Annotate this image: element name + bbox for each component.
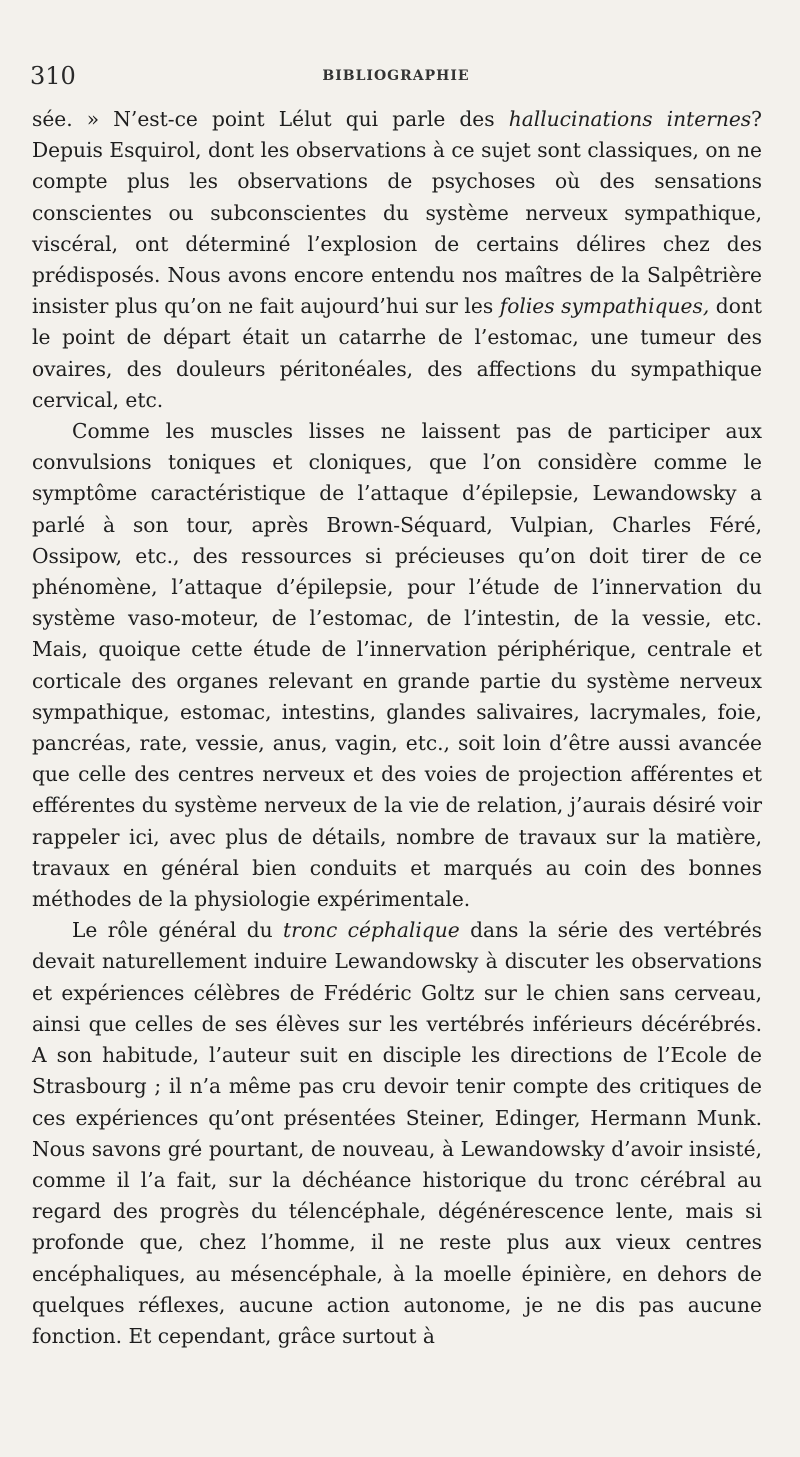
italic-text: hallucinations internes: [508, 107, 752, 131]
text-run: dans la série des vertébrés devait naturellement induire Lewandowsky à discuter les observations et expériences célèbres de Frédéric Goltz sur le chien sans cerveau, ainsi que celles de ses élèves sur les vertébrés inférieurs décérébrés. A son habitude, l’auteur suit en disciple les directions de l’Ecole de Strasbourg ; il n’a même pas cru devoir tenir compte des critiques de ces expériences qu’ont présentées Steiner, Edinger, Hermann Munk. Nous savons gré pourtant, de nouveau, à Lewandowsky d’avoir insisté, comme il l’a fait, sur la déchéance historique du tronc cérébral au regard des progrès du télencéphale, dégénérescence lente, mais si profonde que, chez l’homme, il ne reste plus aux vieux centres encéphaliques, au mésencéphale, à la moelle épinière, en dehors de quelques réflexes, aucune action autonome, je ne dis pas aucune fonction. Et cependant, grâce surtout à: [32, 918, 762, 1348]
text-run: dont le point de départ était un catarrhe de l’estomac, une tumeur des ovaires, des douleurs péritonéales, des affections du sympathique cervical, etc.: [32, 294, 762, 412]
page-number: 310: [30, 62, 76, 90]
page-header: [30, 62, 762, 98]
body-text: [32, 104, 762, 1352]
italic-text: tronc céphalique: [283, 918, 460, 943]
italic-text: folies sympathiques,: [499, 294, 710, 319]
text-run: ? Depuis Esquirol, dont les observations à ce sujet sont classiques, on ne compte plus les observations de psychoses où des sensations conscientes ou subconscientes du système nerveux sympathique, viscéral, ont déterminé l’explosion de certains délires chez des prédisposés. Nous avons encore entendu nos maîtres de la Salpêtrière insister plus qu’on ne fait aujourd’hui sur les: [32, 107, 762, 319]
text-run: sée. » N’est-ce point Lélut qui parle des: [32, 107, 509, 131]
paragraph: [32, 915, 762, 1352]
text-run: Le rôle général du: [72, 918, 284, 943]
paragraph: [32, 104, 762, 416]
paragraph: [32, 416, 762, 915]
running-title: BIBLIOGRAPHIE: [322, 68, 470, 84]
text-run: Comme les muscles lisses ne laissent pas de participer aux convulsions toniques et cloniques, que l’on considère comme le symptôme caractéristique de l’attaque d’épilepsie, Lewandowsky a parlé à son tour, après Brown-Séquard, Vulpian, Charles Féré, Ossipow, etc., des ressources si précieuses qu’on doit tirer de ce phénomène, l’attaque d’épilepsie, pour l’étude de l’innervation du système vaso-moteur, de l’estomac, de l’intestin, de la vessie, etc. Mais, quoique cette étude de l’innervation périphérique, centrale et corticale des organes relevant en grande partie du système nerveux sympathique, estomac, intestins, glandes salivaires, lacrymales, foie, pancréas, rate, vessie, anus, vagin, etc., soit loin d’être aussi avancée que celle des centres nerveux et des voies de projection afférentes et efférentes du système nerveux de la vie de relation, j’aurais désiré voir rappeler ici, avec plus de détails, nombre de travaux sur la matière, travaux en général bien conduits et marqués au coin des bonnes méthodes de la physiologie expérimentale.: [32, 419, 762, 912]
